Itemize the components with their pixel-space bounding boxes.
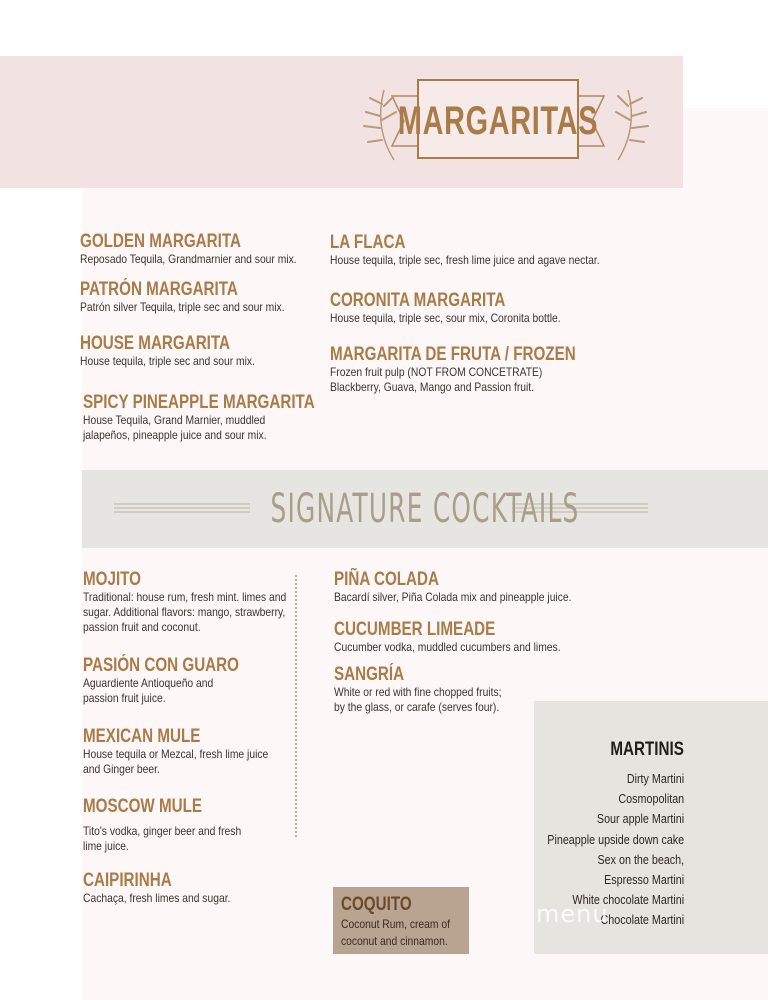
item-desc: passion fruit and coconut. <box>83 620 201 634</box>
item-name: CAIPIRINHA <box>83 870 172 891</box>
item-name: MEXICAN MULE <box>83 726 201 747</box>
item-desc: House tequila or Mezcal, fresh lime juice <box>83 747 269 761</box>
menu-item-patron-margarita <box>80 280 318 315</box>
menu-item-mojito <box>83 570 319 635</box>
item-name: SPICY PINEAPPLE MARGARITA <box>83 392 315 413</box>
item-name: SANGRÍA <box>334 664 405 685</box>
item-desc: Bacardí silver, Piña Colada mix and pineapple juice. <box>334 590 572 604</box>
signature-cocktails-title: SIGNATURE COCKTAILS <box>270 486 580 532</box>
item-desc: Cachaça, fresh limes and sugar. <box>83 891 231 905</box>
column-divider <box>295 575 297 837</box>
item-desc: Traditional: house rum, fresh mint. limes and <box>83 590 287 604</box>
item-name: PIÑA COLADA <box>334 569 439 590</box>
margaritas-title: MARGARITAS <box>397 98 599 143</box>
item-desc: lime juice. <box>83 839 129 853</box>
item-name: PASIÓN CON GUARO <box>83 655 239 676</box>
item-name: PATRÓN MARGARITA <box>80 279 238 300</box>
item-desc: Tito's vodka, ginger beer and fresh <box>83 824 242 838</box>
menu-item-golden-margarita <box>80 232 332 267</box>
item-desc: passion fruit juice. <box>83 691 166 705</box>
item-name: CORONITA MARGARITA <box>330 290 506 311</box>
menu-item-house-margarita <box>80 334 283 369</box>
item-desc: House tequila, triple sec, fresh lime juice and agave nectar. <box>330 253 600 267</box>
list-item: Espresso Martini <box>603 873 684 888</box>
menu-item-sangria <box>334 665 529 715</box>
item-desc: Aguardiente Antioqueño and <box>83 676 214 690</box>
item-desc: Blackberry, Guava, Mango and Passion fruit. <box>330 380 535 394</box>
menu-item-coronita-margarita <box>330 291 598 326</box>
item-desc: by the glass, or carafe (serves four). <box>334 700 500 714</box>
coquito-box <box>333 887 469 954</box>
menu-item-moscow-mule <box>83 797 267 854</box>
item-desc: House Tequila, Grand Marnier, muddled <box>83 413 266 427</box>
signature-cocktails-band <box>82 470 768 548</box>
item-name: COQUITO <box>341 894 412 915</box>
item-name: LA FLACA <box>330 232 406 253</box>
list-item: Sour apple Martini <box>596 812 684 827</box>
watermark: menu <box>536 900 609 928</box>
item-desc: coconut and cinnamon. <box>341 934 448 948</box>
menu-item-cucumber-limeade <box>334 620 597 655</box>
list-item: White chocolate Martini <box>572 893 684 908</box>
item-name: MOSCOW MULE <box>83 796 203 817</box>
menu-item-la-flaca <box>330 233 644 268</box>
list-item: Cosmopolitan <box>618 792 684 807</box>
list-item: Chocolate Martini <box>600 913 684 928</box>
wheat-right-icon <box>612 84 652 164</box>
menu-item-margarita-de-fruta <box>330 345 637 395</box>
item-desc: and Ginger beer. <box>83 762 160 776</box>
item-desc: Patrón silver Tequila, triple sec and sour mix. <box>80 300 285 314</box>
list-item: Sex on the beach, <box>597 852 684 867</box>
item-desc: Reposado Tequila, Grandmarnier and sour mix. <box>80 252 297 266</box>
item-name: GOLDEN MARGARITA <box>80 231 241 252</box>
menu-item-mexican-mule <box>83 727 298 777</box>
menu-item-spicy-pineapple-margarita <box>83 393 373 443</box>
item-desc: House tequila, triple sec and sour mix. <box>80 354 255 368</box>
menu-item-pasion-con-guaro <box>83 656 278 706</box>
item-desc: Cucumber vodka, muddled cucumbers and limes. <box>334 640 561 654</box>
wheat-left-icon <box>360 84 400 164</box>
item-name: MOJITO <box>83 569 141 590</box>
item-desc: Frozen fruit pulp (NOT FROM CONCETRATE) <box>330 365 543 379</box>
item-desc: Coconut Rum, cream of <box>341 917 450 931</box>
martinis-title: MARTINIS <box>610 739 684 760</box>
item-name: MARGARITA DE FRUTA / FROZEN <box>330 344 576 365</box>
menu-item-caipirinha <box>83 871 254 906</box>
menu-item-pina-colada <box>334 570 610 605</box>
list-item: Pineapple upside down cake <box>547 832 684 847</box>
item-desc: House tequila, triple sec, sour mix, Coronita bottle. <box>330 311 561 325</box>
item-name: HOUSE MARGARITA <box>80 333 231 354</box>
list-item: Dirty Martini <box>626 772 684 786</box>
item-desc: White or red with fine chopped fruits; <box>334 685 502 699</box>
item-desc: jalapeños, pineapple juice and sour mix. <box>83 428 267 442</box>
item-name: CUCUMBER LIMEADE <box>334 619 496 640</box>
item-desc: sugar. Additional flavors: mango, strawberry, <box>83 605 286 619</box>
margaritas-banner <box>388 78 608 164</box>
